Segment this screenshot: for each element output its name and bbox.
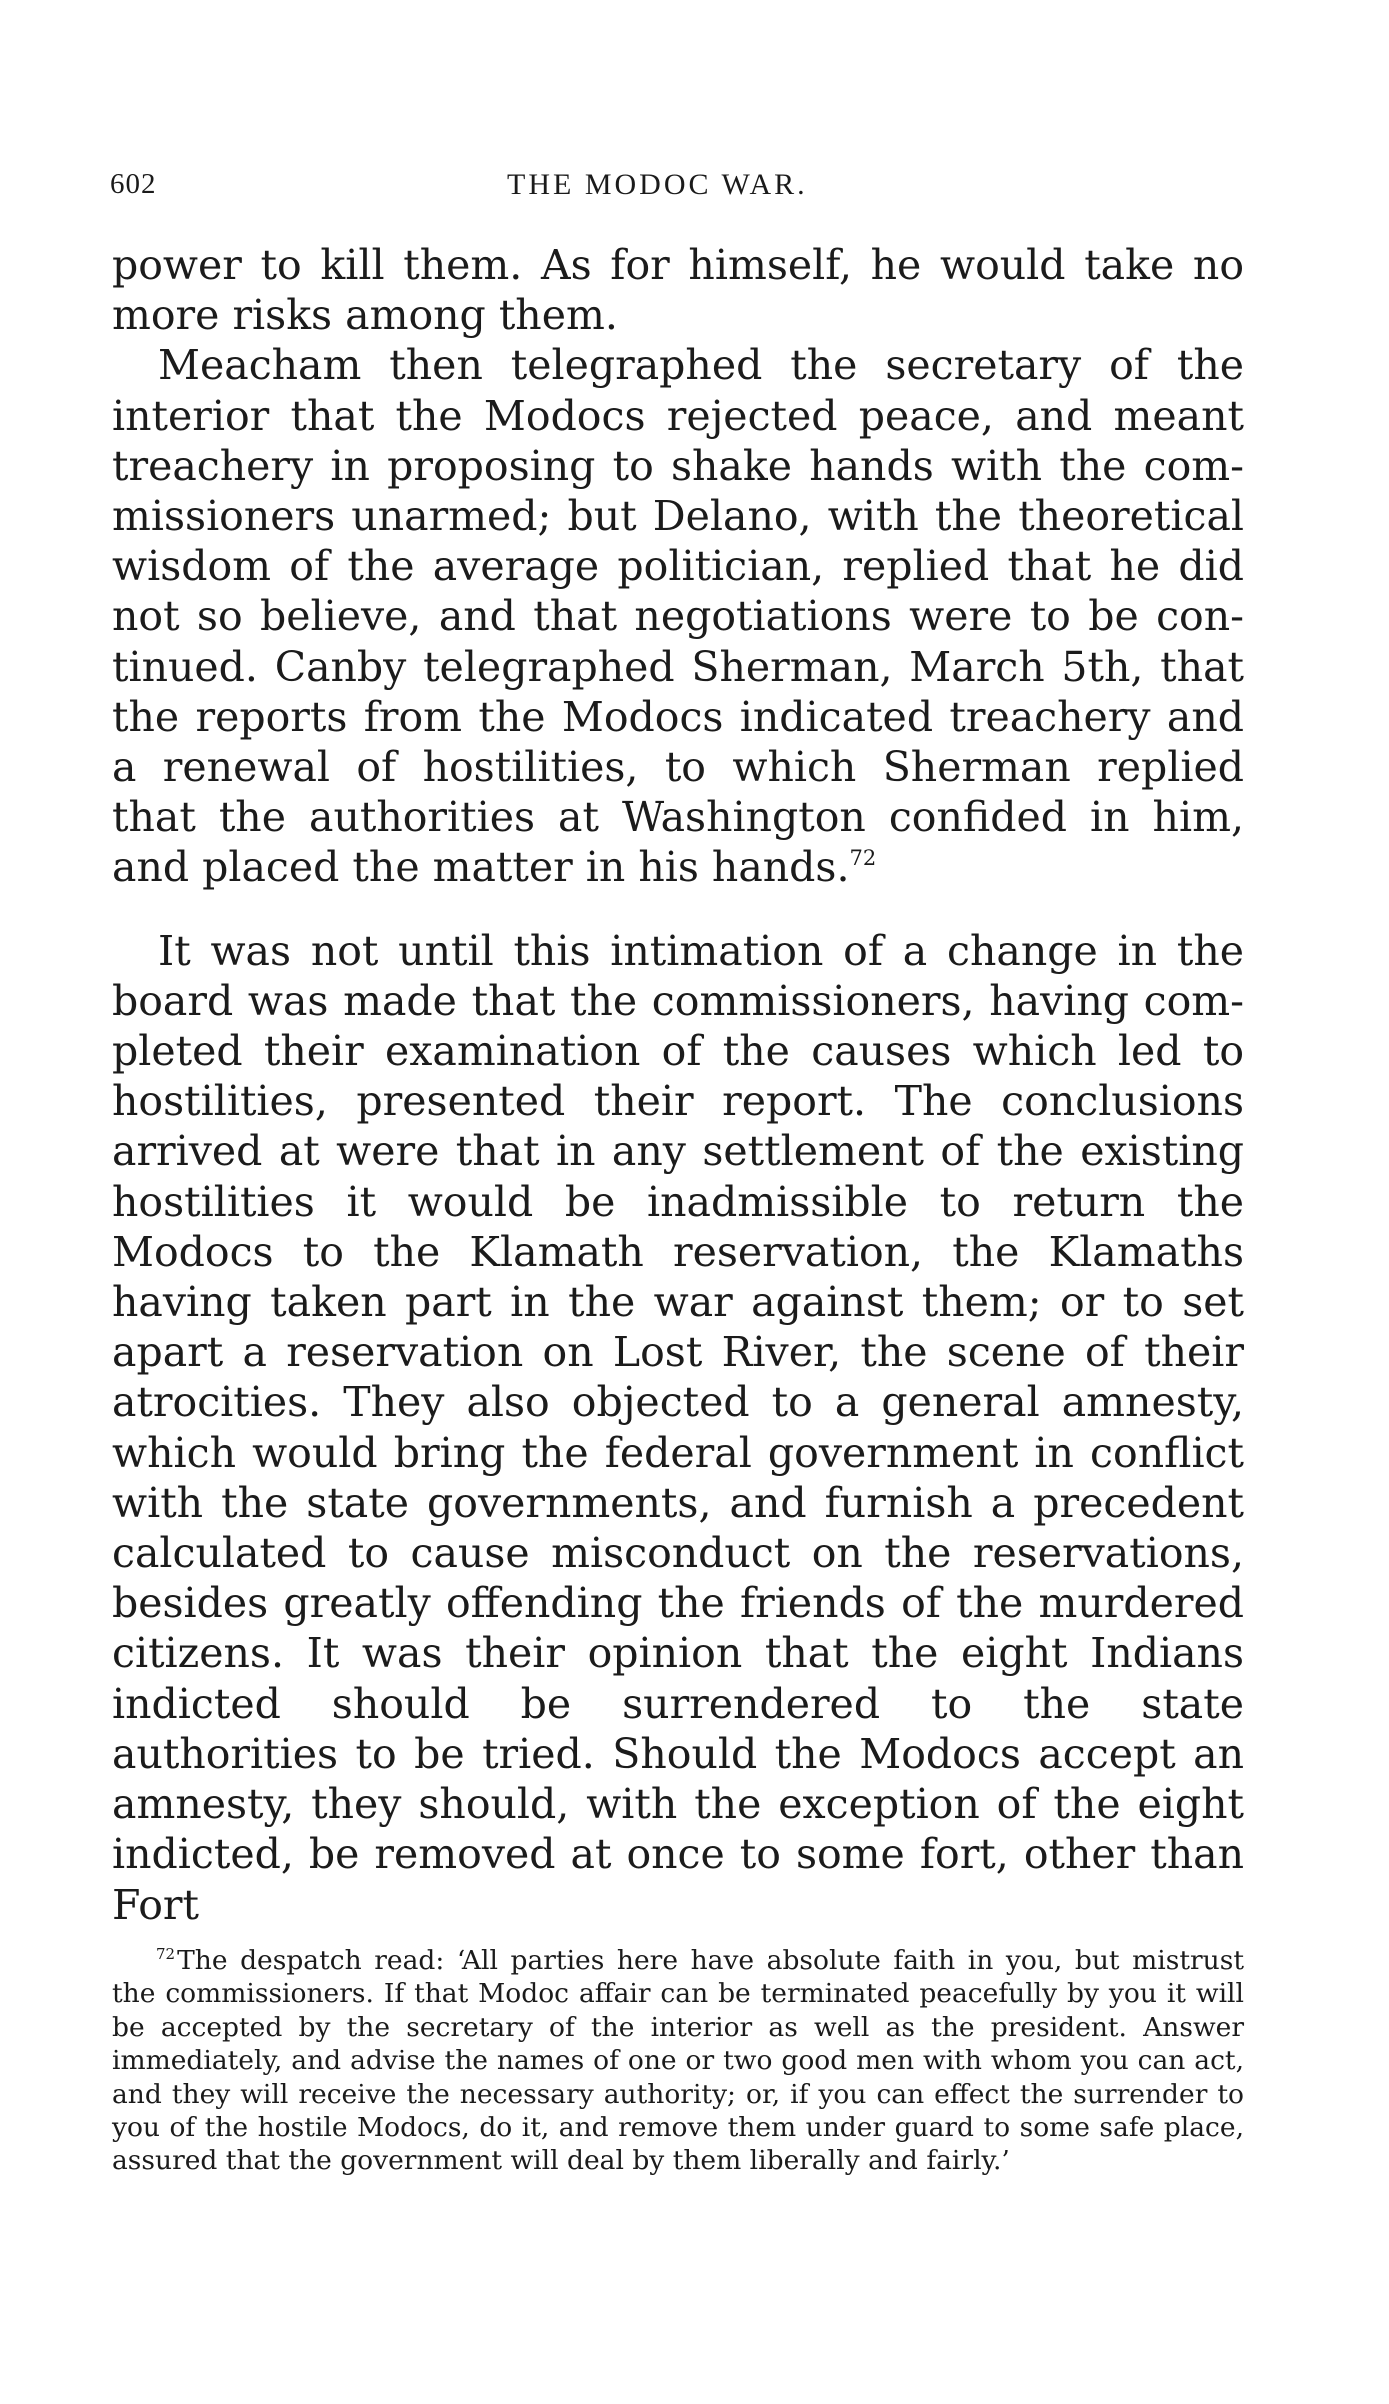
paragraph-meacham-text: Meacham then telegraphed the secretary of the interior that the Modocs rejected peace, and meant treachery in proposing to shake hands with the commissioners unarmed; but Delano, with the theoretical wisdom of the average politician, replied that he did not so believe, and that negotiations were to be continued. Canby telegraphed Sherman, March 5th, that the reports from the Modocs indicated treachery and a renewal of hostilities, to which Sherman replied that the authorities at Washington confided in him, and placed the matter in his hands. — [112, 341, 1244, 892]
footnote-reference: 72 — [849, 846, 877, 871]
footnote-marker: 72 — [156, 1945, 176, 1963]
page-header — [0, 168, 1389, 208]
page-number: 602 — [110, 168, 157, 200]
running-head: THE MODOC WAR. — [507, 168, 808, 201]
footnotes — [112, 1944, 1244, 2178]
footnote-72 — [112, 1944, 1244, 2178]
body-text — [112, 240, 1244, 1930]
paragraph-meacham — [112, 340, 1244, 892]
paragraph-continuation: power to kill them. As for himself, he would take no more risks among them. — [112, 241, 1244, 340]
footnote-text: The despatch read: ‘All parties here have absolute faith in you, but mistrust the commissioners. If that Modoc affair can be terminated peacefully by you it will be accepted by the secretary of the interior as well as the president. Answer immediately, and advise the names of one or two good men with whom you can act, and they will receive the necessary authority; or, if you can effect the surrender to you of the hostile Modocs, do it, and remove them under guard to some safe place, assured that the government will deal by them liberally and fairly.’ — [112, 1945, 1244, 2177]
paragraph-commissioners-report: It was not until this intimation of a change in the board was made that the commissioners, having completed their examination of the causes which led to hostilities, presented their report. The conclusions arrived at were that in any settlement of the existing hostilities it would be inadmissible to return the Modocs to the Klamath reservation, the Klamaths having taken part in the war against them; or to set apart a reservation on Lost River, the scene of their atrocities. They also objected to a general amnesty, which would bring the federal government in conflict with the state governments, and furnish a precedent calculated to cause misconduct on the reservations, besides greatly offending the friends of the murdered citizens. It was their opinion that the eight Indians indicted should be surrendered to the state authorities to be tried. Should the Modocs accept an amnesty, they should, with the exception of the eight indicted, be removed at once to some fort, other than Fort — [112, 926, 1244, 1929]
